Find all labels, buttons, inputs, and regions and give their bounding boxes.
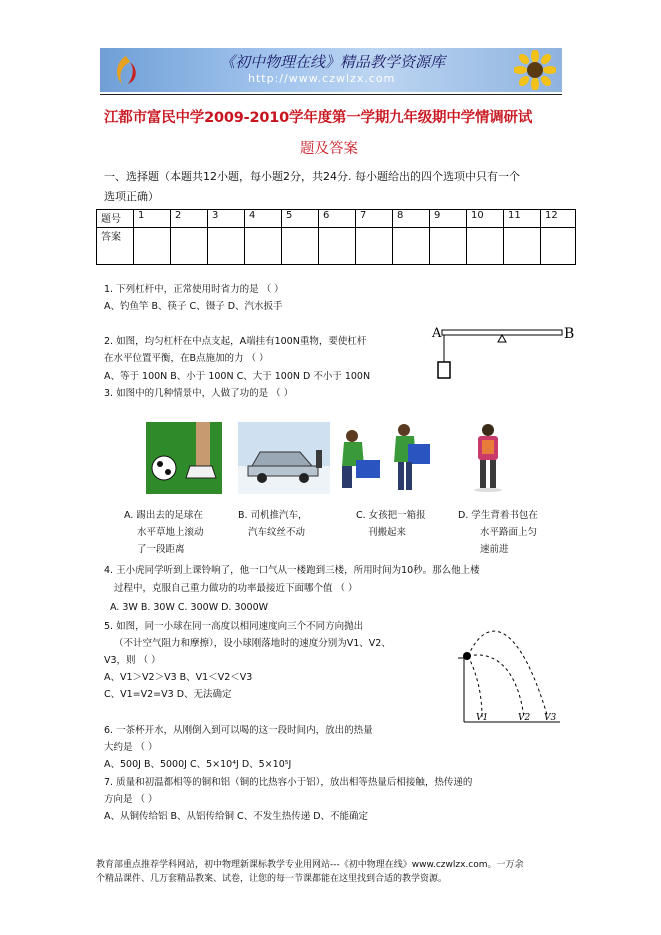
footer-line1: 教育部重点推荐学科网站，初中物理新课标教学专业用网站---《初中物理在线》www.czwlzx.com。一万余 (96, 860, 524, 870)
q3-opt-c-line2: 刊搬起来 (368, 527, 407, 538)
banner-title: 《初中物理在线》精品教学资源库 (220, 53, 446, 71)
page-subtitle: 题及答案 (300, 141, 358, 157)
q2-line2: 在水平位置平衡，在B点施加的力 （ ） (104, 353, 269, 364)
q6-options: A、500J B、5000J C、5×10⁴J D、5×10⁵J (104, 759, 292, 770)
table-cell-number: 7 (356, 210, 393, 228)
q4-line2: 过程中，克服自己重力做功的功率最接近下面哪个值 （ ） (114, 583, 358, 594)
answer-cell[interactable] (393, 228, 430, 265)
answer-cell[interactable] (430, 228, 467, 265)
answer-cell[interactable] (245, 228, 282, 265)
page-title: 江都市富民中学2009-2010学年度第一学期九年级期中学情调研试 (104, 110, 533, 126)
lever-label-b: B (564, 326, 575, 342)
q3-opt-a-line1: A. 踢出去的足球在 (124, 510, 203, 521)
footer-line2: 个精品课件、几万套精品教案、试卷，让您的每一节课都能在这里找到合适的教学资源。 (96, 874, 448, 884)
table-header-label: 题号 (97, 210, 134, 228)
q4-line1: 4. 王小虎同学听到上课铃响了，他一口气从一楼跑到三楼，所用时间为10秒。那么他上楼 (104, 565, 480, 576)
velocity-label-v3: V3 (544, 713, 557, 723)
answer-table (96, 209, 576, 265)
answer-cell[interactable] (134, 228, 171, 265)
q3-opt-a-line2: 水平草地上滚动 (137, 527, 204, 538)
student-backpack-image (452, 422, 522, 494)
q5-opt-cd: C、V1=V2=V3 D、无法确定 (104, 689, 232, 700)
q4-options: A. 3W B. 30W C. 300W D. 3000W (110, 602, 269, 613)
table-cell-number: 2 (171, 210, 208, 228)
section-heading-line2: 选项正确） (104, 190, 159, 203)
section-heading-line1: 一、选择题（本题共12小题，每小题2分，共24分. 每小题给出的四个选项中只有一个 (104, 170, 520, 183)
velocity-label-v2: V2 (518, 713, 531, 723)
table-cell-number: 6 (319, 210, 356, 228)
q1-stem: 1. 下列杠杆中，正常使用时省力的是 （ ） (104, 284, 284, 295)
banner-url[interactable]: http://www.czwlzx.com (248, 72, 396, 85)
q5-line1: 5. 如图，同一小球在同一高度以相同速度向三个不同方向抛出 (104, 621, 364, 632)
answer-cell[interactable] (171, 228, 208, 265)
answer-cell[interactable] (208, 228, 245, 265)
answer-cell[interactable] (282, 228, 319, 265)
projectile-diagram (456, 620, 566, 726)
table-cell-number: 12 (541, 210, 576, 228)
q3-opt-a-line3: 了一段距离 (137, 544, 185, 555)
q5-opt-ab: A、V1＞V2＞V3 B、V1＜V2＜V3 (104, 672, 253, 683)
q3-opt-b-line1: B. 司机推汽车， (238, 510, 308, 521)
q3-opt-d-line1: D. 学生背着书包在 (458, 510, 538, 521)
lever-diagram (430, 320, 578, 384)
answer-cell[interactable] (541, 228, 576, 265)
answer-cell[interactable] (504, 228, 541, 265)
q3-opt-c-line1: C. 女孩把一箱报 (356, 510, 426, 521)
q5-line2: （不计空气阻力和摩擦），设小球刚落地时的速度分别为V1、V2、 (114, 638, 391, 649)
q3-stem: 3. 如图中的几种情景中，人做了功的是 （ ） (104, 388, 294, 399)
q3-opt-d-line2: 水平路面上匀 (480, 527, 538, 538)
q1-options: A、钓鱼竿 B、筷子 C、镊子 D、汽水扳手 (104, 301, 283, 312)
lift-box-image (334, 422, 434, 494)
q7-line1: 7. 质量和初温都相等的铜和铝（铜的比热容小于铝），放出相等热量后相接触，热传递的 (104, 777, 473, 788)
q6-line2: 大约是 （ ） (104, 742, 158, 753)
page-footer (96, 858, 576, 886)
q7-line2: 方向是 （ ） (104, 794, 158, 805)
q3-opt-b-line2: 汽车纹丝不动 (248, 527, 306, 538)
table-cell-number: 9 (430, 210, 467, 228)
table-cell-number: 11 (504, 210, 541, 228)
q7-options: A、从铜传给铝 B、从铝传给铜 C、不发生热传递 D、不能确定 (104, 811, 369, 822)
site-logo-icon (108, 52, 144, 88)
push-car-image (238, 422, 330, 494)
table-cell-number: 1 (134, 210, 171, 228)
table-cell-number: 4 (245, 210, 282, 228)
header-divider (100, 94, 562, 95)
table-answer-label: 答案 (97, 228, 134, 265)
sunflower-icon (514, 50, 556, 90)
q2-line1: 2. 如图，均匀杠杆在中点支起，A端挂有100N重物，要使杠杆 (104, 336, 367, 347)
table-cell-number: 10 (467, 210, 504, 228)
q5-line3: V3，则 （ ） (104, 655, 161, 666)
table-cell-number: 3 (208, 210, 245, 228)
lever-label-a: A (432, 326, 442, 341)
velocity-label-v1: V1 (476, 713, 489, 723)
table-cell-number: 8 (393, 210, 430, 228)
answer-cell[interactable] (467, 228, 504, 265)
table-cell-number: 5 (282, 210, 319, 228)
q2-options: A、等于 100N B、小于 100N C、大于 100N D 不小于 100N (104, 371, 371, 382)
answer-cell[interactable] (356, 228, 393, 265)
q3-opt-d-line3: 速前进 (480, 544, 509, 555)
answer-cell[interactable] (319, 228, 356, 265)
soccer-kick-image (146, 422, 222, 494)
q6-line1: 6. 一茶杯开水，从刚倒入到可以喝的这一段时间内，放出的热量 (104, 725, 373, 736)
site-banner (100, 48, 562, 92)
